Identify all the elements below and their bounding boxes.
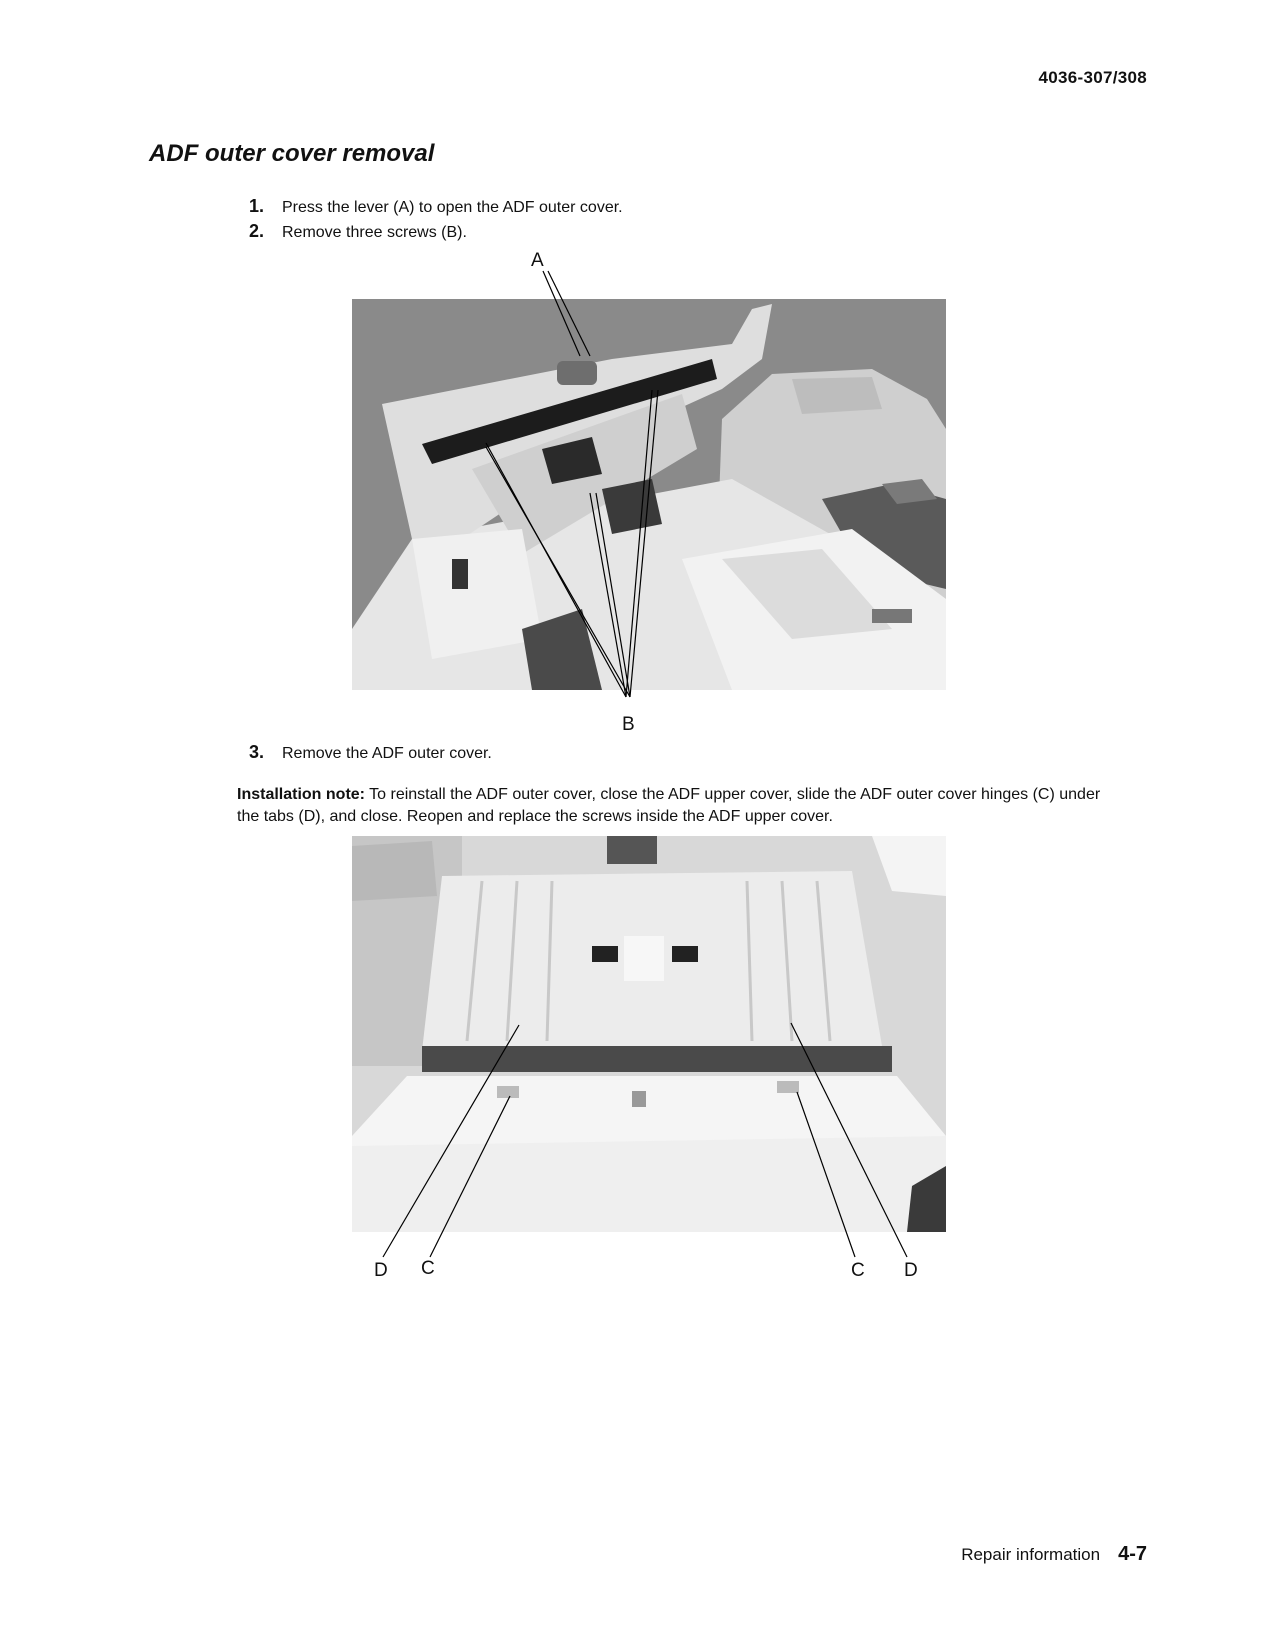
step-text: Press the lever (A) to open the ADF outer cover. <box>282 199 623 216</box>
callout-b: B <box>622 714 635 735</box>
page-number: 4-7 <box>1118 1543 1147 1565</box>
callout-a: A <box>531 250 544 271</box>
note-lead: Installation note: <box>237 786 365 803</box>
step-number: 3. <box>249 742 265 762</box>
step-number: 1. <box>249 196 265 216</box>
callout-c-left: C <box>421 1258 435 1279</box>
step-text: Remove the ADF outer cover. <box>282 745 492 762</box>
model-number: 4036-307/308 <box>1038 68 1147 87</box>
callout-c-right: C <box>851 1260 865 1281</box>
callout-d-left: D <box>374 1260 388 1281</box>
page-footer <box>961 1543 1147 1566</box>
step-text: Remove three screws (B). <box>282 224 467 241</box>
footer-section: Repair information <box>961 1545 1101 1564</box>
note-text: To reinstall the ADF outer cover, close the ADF upper cover, slide the ADF outer cover hinges (C) under the tabs (D), and close. Reopen and replace the screws inside the ADF upper cover. <box>237 786 1101 825</box>
step-number: 2. <box>249 221 265 241</box>
callout-d-right: D <box>904 1260 918 1281</box>
section-title: ADF outer cover removal <box>149 140 435 167</box>
